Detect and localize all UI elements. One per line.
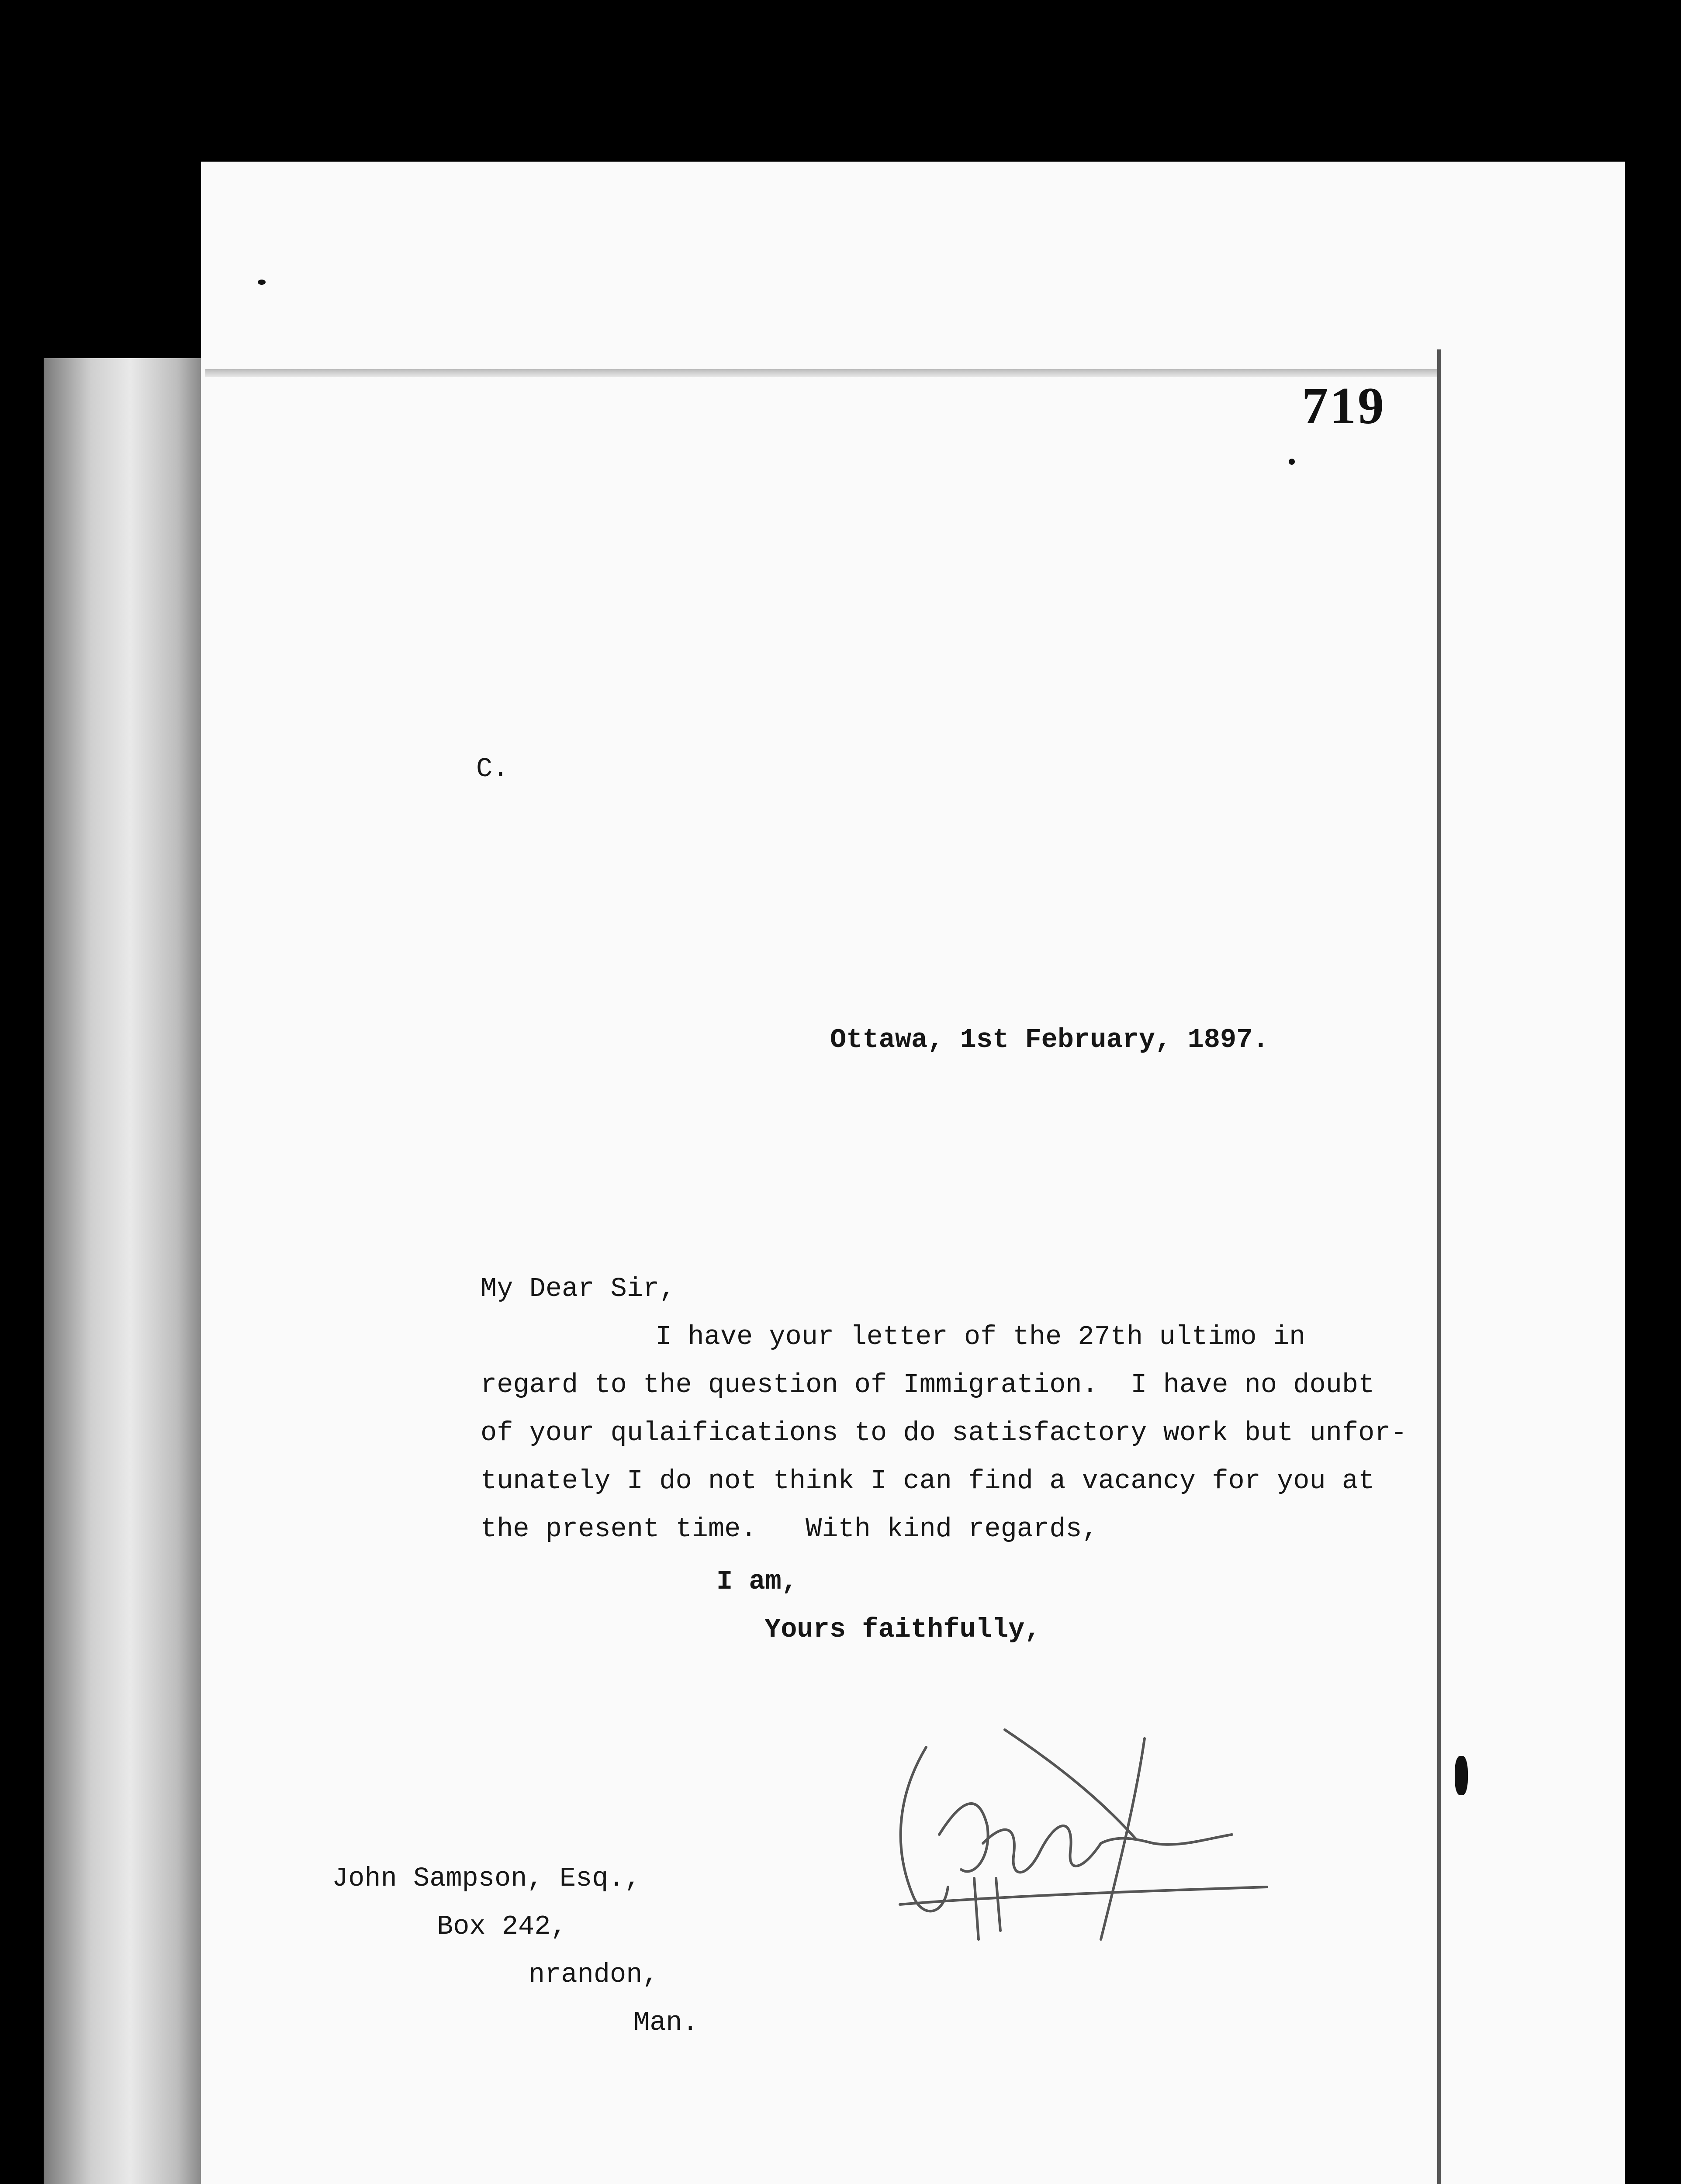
dateline: Ottawa, 1st February, 1897.: [830, 1024, 1269, 1055]
body-line-4: tunately I do not think I can find a vacancy for you at: [481, 1465, 1375, 1496]
closing-i-am: I am,: [716, 1566, 798, 1597]
body-line-1: I have your letter of the 27th ultimo in: [655, 1321, 1306, 1352]
film-speck: [1455, 1756, 1468, 1795]
page-right-edge: [1437, 349, 1441, 2184]
address-line-1: John Sampson, Esq.,: [332, 1863, 641, 1894]
film-speck: [258, 280, 266, 285]
address-line-2: Box 242,: [437, 1911, 567, 1942]
body-line-3: of your qulaifications to do satisfactory work but unfor-: [481, 1417, 1407, 1448]
handwritten-signature: [874, 1712, 1276, 1957]
page-edge-left: [44, 358, 201, 2184]
file-mark: C.: [476, 753, 509, 784]
address-line-4: Man.: [633, 2007, 699, 2038]
address-line-3: nrandon,: [529, 1959, 659, 1990]
body-line-2: regard to the question of Immigration. I have no doubt: [481, 1369, 1375, 1400]
body-line-5: the present time. With kind regards,: [481, 1514, 1098, 1545]
closing-yours-faithfully: Yours faithfully,: [764, 1614, 1041, 1645]
film-speck: [1289, 459, 1295, 465]
page-top-edge: [205, 369, 1437, 377]
page-number: 719: [1302, 377, 1386, 435]
salutation: My Dear Sir,: [481, 1273, 676, 1304]
